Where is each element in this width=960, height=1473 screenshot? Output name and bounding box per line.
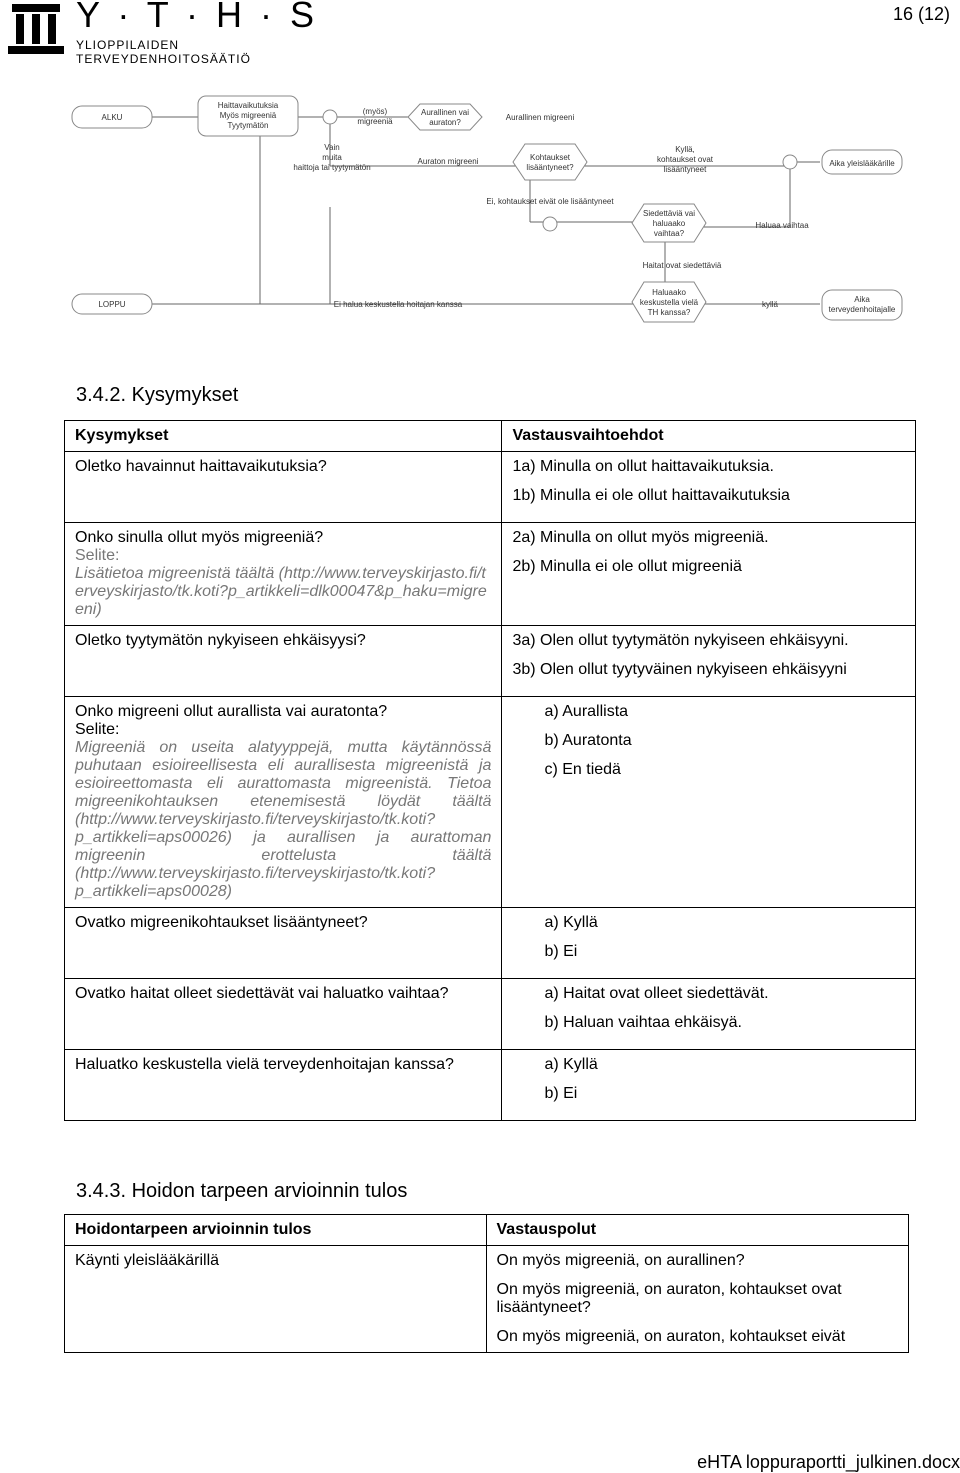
table-row bbox=[65, 1246, 909, 1353]
table-header-row bbox=[65, 421, 916, 452]
question-cell: Haluatko keskustella vielä terveydenhoitajan kanssa? bbox=[65, 1050, 502, 1121]
svg-text:terveydenhoitajalle: terveydenhoitajalle bbox=[828, 305, 896, 314]
answer-cell: 2a) Minulla on ollut myös migreeniä. 2b) Minulla ei ole ollut migreeniä bbox=[502, 523, 916, 626]
svg-text:Vain: Vain bbox=[324, 143, 340, 152]
answer-cell: 3a) Olen ollut tyytymätön nykyiseen ehkäisyyni. 3b) Olen ollut tyytyväinen nykyiseen ehkäisyyni bbox=[502, 626, 916, 697]
question-cell: Ovatko migreenikohtaukset lisääntyneet? bbox=[65, 908, 502, 979]
svg-text:Aika yleislääkärille: Aika yleislääkärille bbox=[829, 159, 895, 168]
svg-text:Haluaako: Haluaako bbox=[652, 288, 686, 297]
answer-cell: 1a) Minulla on ollut haittavaikutuksia. 1b) Minulla ei ole ollut haittavaikutuksia bbox=[502, 452, 916, 523]
svg-text:Haitat ovat siedettäviä: Haitat ovat siedettäviä bbox=[642, 261, 722, 270]
logo-name: Y · T · H · S bbox=[76, 0, 319, 35]
table-header-row bbox=[65, 1215, 909, 1246]
question-cell: Oletko havainnut haittavaikutuksia? bbox=[65, 452, 502, 523]
page-number: 16 (12) bbox=[892, 4, 950, 24]
svg-text:kohtaukset ovat: kohtaukset ovat bbox=[656, 155, 714, 164]
footer-filename: eHTA loppuraportti_julkinen.docx bbox=[697, 1452, 960, 1472]
svg-text:Ei halua keskustella hoitajan: Ei halua keskustella hoitajan kanssa bbox=[333, 300, 463, 309]
table-row bbox=[65, 979, 916, 1050]
answer-cell: a) Haitat ovat olleet siedettävät. b) Haluan vaihtaa ehkäisyä. bbox=[502, 979, 916, 1050]
column-header-questions: Kysymykset bbox=[65, 421, 502, 452]
paths-cell: On myös migreeniä, on aurallinen? On myös migreeniä, on auraton, kohtaukset ovat lisääntyneet? On myös migreeniä, on auraton, kohtaukset eivät bbox=[486, 1246, 909, 1353]
svg-text:haittoja tai tyytymätön: haittoja tai tyytymätön bbox=[293, 163, 371, 172]
svg-text:kyllä: kyllä bbox=[761, 300, 779, 309]
svg-text:keskustella vielä: keskustella vielä bbox=[639, 298, 699, 307]
svg-text:Kyllä,: Kyllä, bbox=[675, 145, 695, 154]
yths-logo bbox=[4, 0, 344, 66]
svg-text:LOPPU: LOPPU bbox=[98, 300, 126, 309]
svg-text:Siedettäviä vai: Siedettäviä vai bbox=[642, 209, 696, 218]
questions-table bbox=[64, 420, 916, 1121]
result-cell: Käynti yleislääkärillä bbox=[65, 1246, 487, 1353]
question-cell: Ovatko haitat olleet siedettävät vai haluatko vaihtaa? bbox=[65, 979, 502, 1050]
svg-text:auraton?: auraton? bbox=[429, 118, 461, 127]
answer-cell: a) Kyllä b) Ei bbox=[502, 1050, 916, 1121]
svg-text:Tyytymätön: Tyytymätön bbox=[227, 121, 269, 130]
svg-text:muita: muita bbox=[322, 153, 342, 162]
svg-text:Haittavaikutuksia: Haittavaikutuksia bbox=[217, 101, 279, 110]
flowchart bbox=[70, 82, 910, 342]
table-row bbox=[65, 697, 916, 908]
svg-text:vaihtaa?: vaihtaa? bbox=[653, 229, 685, 238]
result-table bbox=[64, 1214, 909, 1353]
table-row bbox=[65, 626, 916, 697]
svg-text:TH kanssa?: TH kanssa? bbox=[647, 308, 691, 317]
svg-text:haluaako: haluaako bbox=[652, 219, 686, 228]
svg-text:Auraton migreeni: Auraton migreeni bbox=[417, 157, 479, 166]
question-cell: Onko sinulla ollut myös migreeniä? Selite: Lisätietoa migreenistä täältä (http://www.terveyskirjasto.fi/terveyskirjasto/tk.koti?p_artikkeli=dlk00047&p_haku=migreeni) bbox=[65, 523, 502, 626]
table-row bbox=[65, 1050, 916, 1121]
table-row bbox=[65, 523, 916, 626]
logo-subtitle: YLIOPPILAIDEN TERVEYDENHOITOSÄÄTIÖ bbox=[76, 38, 251, 66]
svg-text:Aurallinen vai: Aurallinen vai bbox=[420, 108, 470, 117]
svg-text:ALKU: ALKU bbox=[101, 113, 123, 122]
svg-text:migreeniä: migreeniä bbox=[357, 117, 393, 126]
table-row bbox=[65, 908, 916, 979]
question-cell: Oletko tyytymätön nykyiseen ehkäisyysi? bbox=[65, 626, 502, 697]
column-header-answers: Vastausvaihtoehdot bbox=[502, 421, 916, 452]
svg-text:(myös): (myös) bbox=[362, 107, 388, 116]
svg-text:Aurallinen migreeni: Aurallinen migreeni bbox=[505, 113, 575, 122]
answer-cell: a) Aurallista b) Auratonta c) En tiedä bbox=[502, 697, 916, 908]
svg-text:Aika: Aika bbox=[854, 295, 870, 304]
svg-text:Ei, kohtaukset eivät ole lisää: Ei, kohtaukset eivät ole lisääntyneet bbox=[486, 197, 614, 206]
column-logo-icon bbox=[4, 0, 68, 54]
section-heading-questions: 3.4.2. Kysymykset bbox=[76, 384, 239, 406]
column-header-paths: Vastauspolut bbox=[486, 1215, 909, 1246]
svg-text:lisääntyneet: lisääntyneet bbox=[663, 165, 707, 174]
svg-text:Kohtaukset: Kohtaukset bbox=[529, 153, 571, 162]
question-cell: Onko migreeni ollut aurallista vai auratonta? Selite: Migreeniä on useita alatyyppejä, mutta käytännössä puhutaan esioireellisesta eli aurallisesta migreenistä ja esioireettomasta eli aurattomasta migreenistä. Tietoa migreenikohtauksen etenemisestä löydät täältä (http://www.terveyskirjasto.fi/terveyskirjasto/tk.koti?p_artikkeli=aps00026) ja aurallisen ja aurattoman migreenin erottelusta täältä (http://www.terveyskirjasto.fi/terveyskirjasto/tk.koti?p_artikkeli=aps00028) bbox=[65, 697, 502, 908]
table-row bbox=[65, 452, 916, 523]
answer-cell: a) Kyllä b) Ei bbox=[502, 908, 916, 979]
svg-text:Haluaa vaihtaa: Haluaa vaihtaa bbox=[755, 221, 809, 230]
svg-text:lisääntyneet?: lisääntyneet? bbox=[526, 163, 574, 172]
section-heading-result: 3.4.3. Hoidon tarpeen arvioinnin tulos bbox=[76, 1180, 408, 1202]
column-header-result: Hoidontarpeen arvioinnin tulos bbox=[65, 1215, 487, 1246]
svg-text:Myös migreeniä: Myös migreeniä bbox=[219, 111, 277, 120]
